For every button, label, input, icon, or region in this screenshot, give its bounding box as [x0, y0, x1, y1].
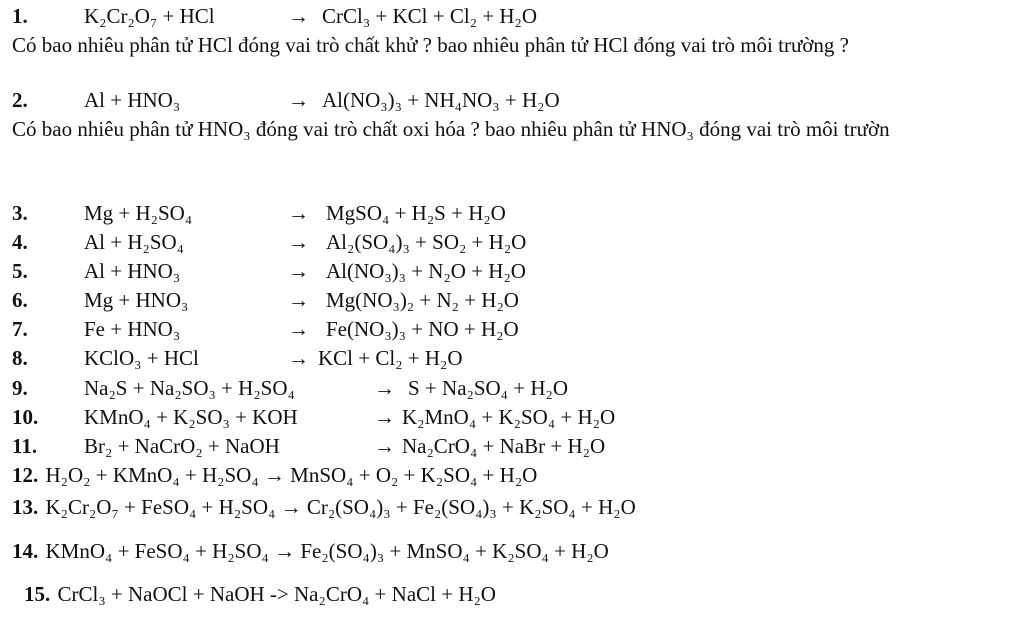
- equation-number: 4.: [12, 230, 28, 254]
- equation-15: [24, 582, 496, 606]
- reaction-arrow: →: [280, 495, 302, 519]
- equation-products: Al₂(SO₄)₃ + SO₂ + H₂O: [326, 230, 527, 254]
- equation-reactants: KMnO₄ + K₂SO₃ + KOH: [84, 405, 298, 429]
- reaction-arrow: →: [274, 539, 296, 563]
- equation-reactants: Al + HNO₃: [84, 259, 181, 283]
- equation-number: 9.: [12, 376, 28, 400]
- reaction-arrow: →: [288, 4, 309, 28]
- reaction-arrow: →: [288, 317, 309, 341]
- equation-products: Na₂CrO₄ + NaCl + H₂O: [294, 582, 496, 606]
- reaction-arrow: →: [374, 376, 395, 400]
- reaction-arrow: →: [374, 434, 395, 458]
- equation-products: Na₂CrO₄ + NaBr + H₂O: [402, 434, 606, 458]
- reaction-arrow: →: [288, 201, 309, 225]
- equation-reactants: Fe + HNO₃: [84, 317, 181, 341]
- equation-reactants: KClO₃ + HCl: [84, 346, 199, 370]
- equation-products: CrCl₃ + KCl + Cl₂ + H₂O: [322, 4, 538, 28]
- equation-products: KCl + Cl₂ + H₂O: [318, 346, 463, 370]
- equation-12: [12, 463, 537, 487]
- reaction-arrow: →: [288, 346, 309, 370]
- equation-reactants: K₂Cr₂O₇ + HCl: [84, 4, 215, 28]
- equation-number: 1.: [12, 4, 28, 28]
- equation-number: 6.: [12, 288, 28, 312]
- reaction-arrow: →: [288, 288, 309, 312]
- equation-number: 15.: [24, 582, 51, 606]
- equation-number: 11.: [12, 434, 38, 458]
- reaction-arrow: →: [288, 230, 309, 254]
- reaction-arrow: ->: [269, 582, 289, 606]
- equation-products: Al(NO₃)₃ + N₂O + H₂O: [326, 259, 526, 283]
- reaction-arrow: →: [263, 463, 285, 487]
- equation-reactants: CrCl₃ + NaOCl + NaOH: [57, 582, 265, 606]
- question-1: Có bao nhiêu phân tử HCl đóng vai trò chất khử ? bao nhiêu phân tử HCl đóng vai trò môi trường ?: [12, 33, 849, 57]
- reaction-arrow: →: [288, 259, 309, 283]
- equation-reactants: Al + HNO₃: [84, 88, 181, 112]
- equation-products: MnSO₄ + O₂ + K₂SO₄ + H₂O: [290, 463, 538, 487]
- equation-products: Fe(NO₃)₃ + NO + H₂O: [326, 317, 519, 341]
- equation-reactants: H₂O₂ + KMnO₄ + H₂SO₄: [45, 463, 259, 487]
- equation-products: MgSO₄ + H₂S + H₂O: [326, 201, 506, 225]
- equation-reactants: Mg + HNO₃: [84, 288, 189, 312]
- equation-number: 10.: [12, 405, 39, 429]
- equation-number: 5.: [12, 259, 28, 283]
- equation-reactants: Na₂S + Na₂SO₃ + H₂SO₄: [84, 376, 295, 400]
- equation-number: 12.: [12, 463, 39, 487]
- equation-number: 13.: [12, 495, 39, 519]
- equation-reactants: Br₂ + NaCrO₂ + NaOH: [84, 434, 280, 458]
- reaction-arrow: →: [374, 405, 395, 429]
- equation-reactants: Al + H₂SO₄: [84, 230, 184, 254]
- equation-products: Mg(NO₃)₂ + N₂ + H₂O: [326, 288, 519, 312]
- equation-products: S + Na₂SO₄ + H₂O: [408, 376, 568, 400]
- equation-number: 2.: [12, 88, 28, 112]
- equation-products: Cr₂(SO₄)₃ + Fe₂(SO₄)₃ + K₂SO₄ + H₂O: [306, 495, 636, 519]
- equation-number: 3.: [12, 201, 28, 225]
- equation-products: Fe₂(SO₄)₃ + MnSO₄ + K₂SO₄ + H₂O: [300, 539, 609, 563]
- equation-number: 7.: [12, 317, 28, 341]
- equation-number: 14.: [12, 539, 39, 563]
- equation-number: 8.: [12, 346, 28, 370]
- equation-products: Al(NO₃)₃ + NH₄NO₃ + H₂O: [322, 88, 560, 112]
- reaction-arrow: →: [288, 88, 309, 112]
- equation-products: K₂MnO₄ + K₂SO₄ + H₂O: [402, 405, 616, 429]
- equation-reactants: K₂Cr₂O₇ + FeSO₄ + H₂SO₄: [45, 495, 276, 519]
- equation-14: [12, 539, 609, 563]
- equation-reactants: Mg + H₂SO₄: [84, 201, 193, 225]
- equation-reactants: KMnO₄ + FeSO₄ + H₂SO₄: [45, 539, 269, 563]
- equation-13: [12, 495, 636, 519]
- question-2: Có bao nhiêu phân tử HNO₃ đóng vai trò chất oxi hóa ? bao nhiêu phân tử HNO₃ đóng vai trò môi trườn: [12, 117, 890, 141]
